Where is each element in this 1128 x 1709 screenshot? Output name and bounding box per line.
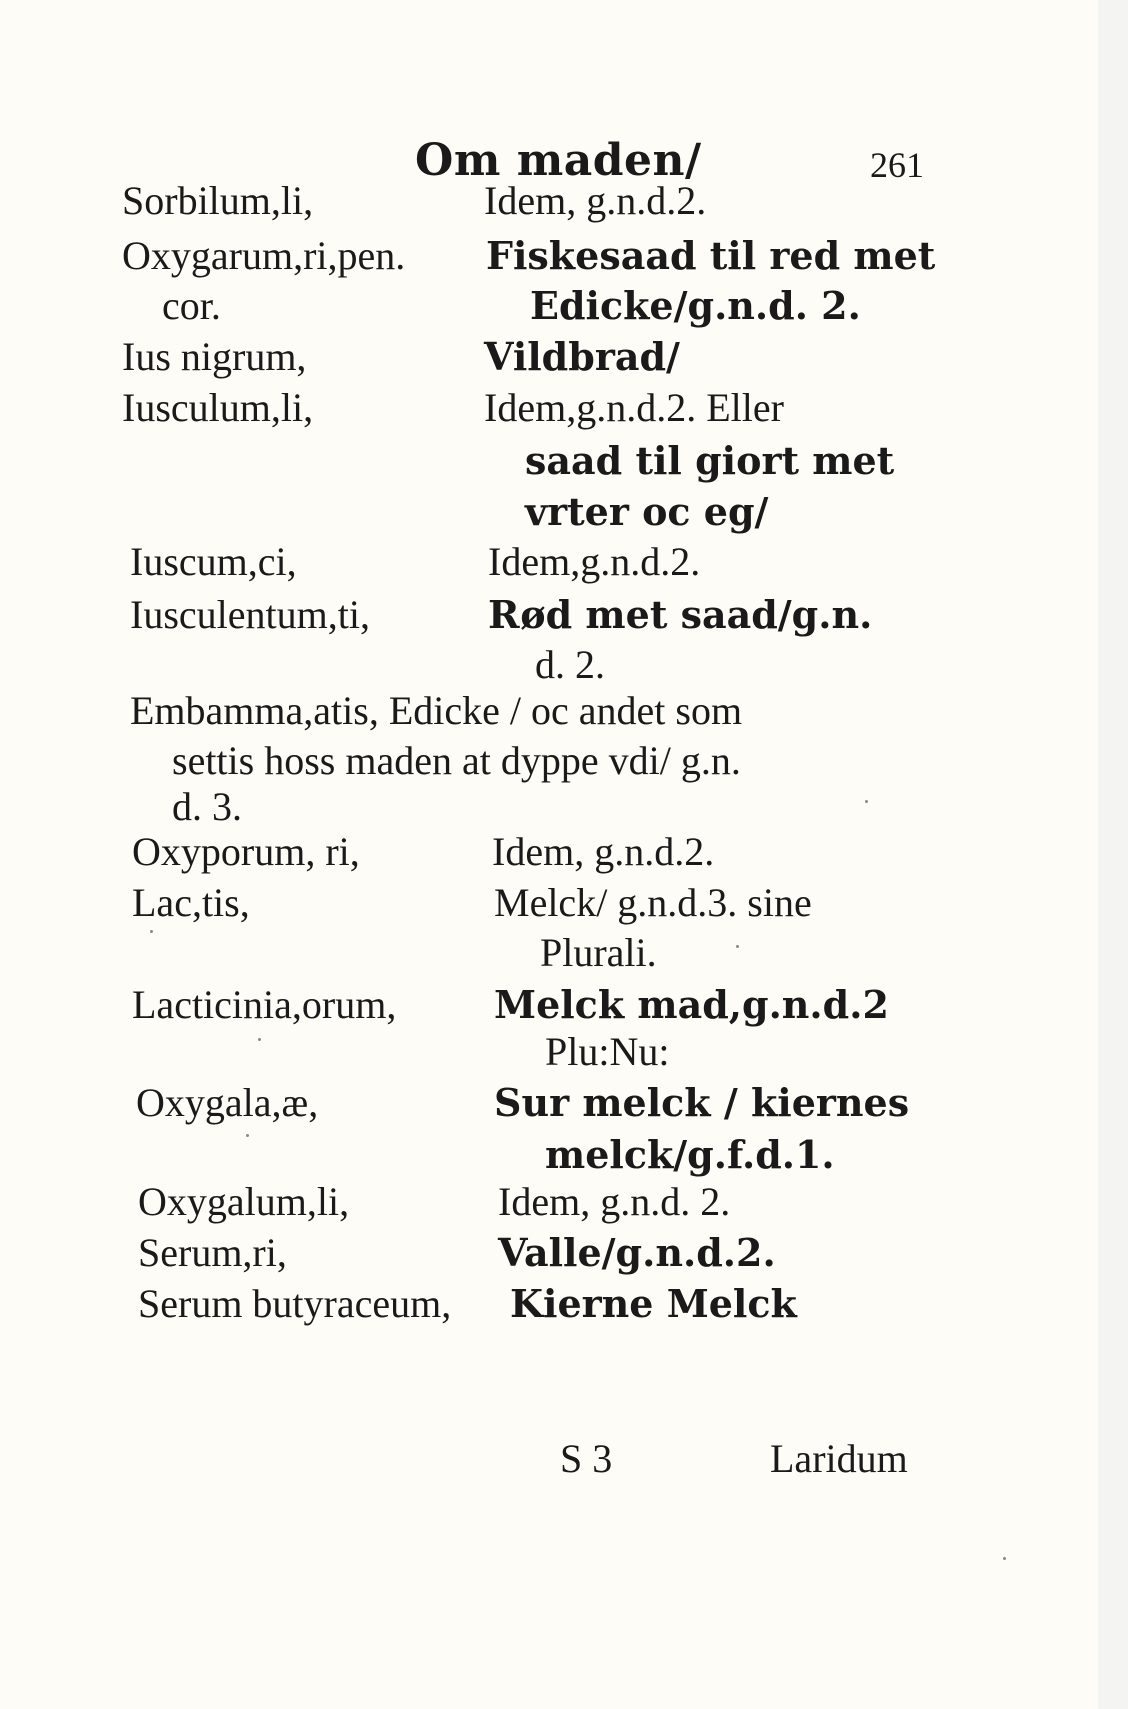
ink-speck: [1003, 1557, 1006, 1560]
latin-term: Ius nigrum,: [122, 334, 307, 379]
latin-term: Iuscum,ci,: [130, 539, 297, 584]
latin-term: Sorbilum,li,: [122, 178, 314, 223]
embamma-continuation: d. 3.: [172, 784, 242, 829]
danish-gloss: Valle/g.n.d.2.: [498, 1230, 776, 1275]
scan-edge: [1098, 0, 1128, 1709]
danish-gloss-continuation: vrter oc eg/: [525, 489, 769, 534]
danish-gloss: Kierne Melck: [510, 1281, 797, 1326]
danish-gloss-continuation: d. 2.: [535, 642, 605, 687]
ink-speck: [736, 945, 739, 948]
latin-term: Iusculum,li,: [122, 385, 314, 430]
latin-term: Serum,ri,: [138, 1230, 287, 1275]
latin-term: Iusculentum,ti,: [130, 592, 370, 637]
latin-term: Lac,tis,: [132, 880, 250, 925]
page-number: 261: [870, 145, 924, 185]
danish-gloss: Melck mad,g.n.d.2: [494, 982, 889, 1027]
danish-gloss: Idem, g.n.d. 2.: [498, 1179, 731, 1224]
danish-gloss: Vildbrad/: [484, 334, 680, 379]
latin-term: Lacticinia,orum,: [132, 982, 397, 1027]
latin-term-continuation: cor.: [162, 283, 221, 328]
signature-mark: S 3: [560, 1436, 613, 1481]
danish-gloss: Idem,g.n.d.2.: [488, 539, 701, 584]
page-footer: [0, 1435, 1098, 1485]
latin-term: Oxyporum, ri,: [132, 829, 360, 874]
latin-term: Oxygala,æ,: [136, 1080, 319, 1125]
ink-speck: [258, 1038, 261, 1041]
latin-term: Oxygalum,li,: [138, 1179, 350, 1224]
danish-gloss: Fiskesaad til red met: [486, 233, 936, 278]
embamma-continuation: settis hoss maden at dyppe vdi/ g.n.: [172, 738, 741, 783]
danish-gloss-continuation: Plu:Nu:: [545, 1029, 670, 1074]
embamma-entry: Embamma,atis, Edicke / oc andet som: [130, 688, 743, 733]
danish-gloss: Sur melck / kiernes: [494, 1080, 910, 1125]
ink-speck: [865, 800, 868, 803]
ink-speck: [246, 1134, 249, 1137]
danish-gloss: Rød met saad/g.n.: [488, 592, 873, 637]
latin-term: Oxygarum,ri,pen.: [122, 233, 406, 278]
danish-gloss: Melck/ g.n.d.3. sine: [494, 880, 812, 925]
catchword: Laridum: [770, 1436, 908, 1481]
danish-gloss: Edicke/g.n.d. 2.: [530, 283, 861, 328]
ink-speck: [150, 930, 153, 933]
danish-gloss-continuation: Plurali.: [540, 930, 657, 975]
danish-gloss-continuation: melck/g.f.d.1.: [545, 1132, 835, 1177]
latin-term: Serum butyraceum,: [138, 1281, 452, 1326]
danish-gloss: Idem, g.n.d.2.: [484, 178, 707, 223]
danish-gloss: Idem,g.n.d.2. Eller: [484, 385, 784, 430]
running-head: Om maden/: [415, 135, 702, 186]
danish-gloss-continuation: saad til giort met: [525, 438, 895, 483]
danish-gloss: Idem, g.n.d.2.: [492, 829, 715, 874]
